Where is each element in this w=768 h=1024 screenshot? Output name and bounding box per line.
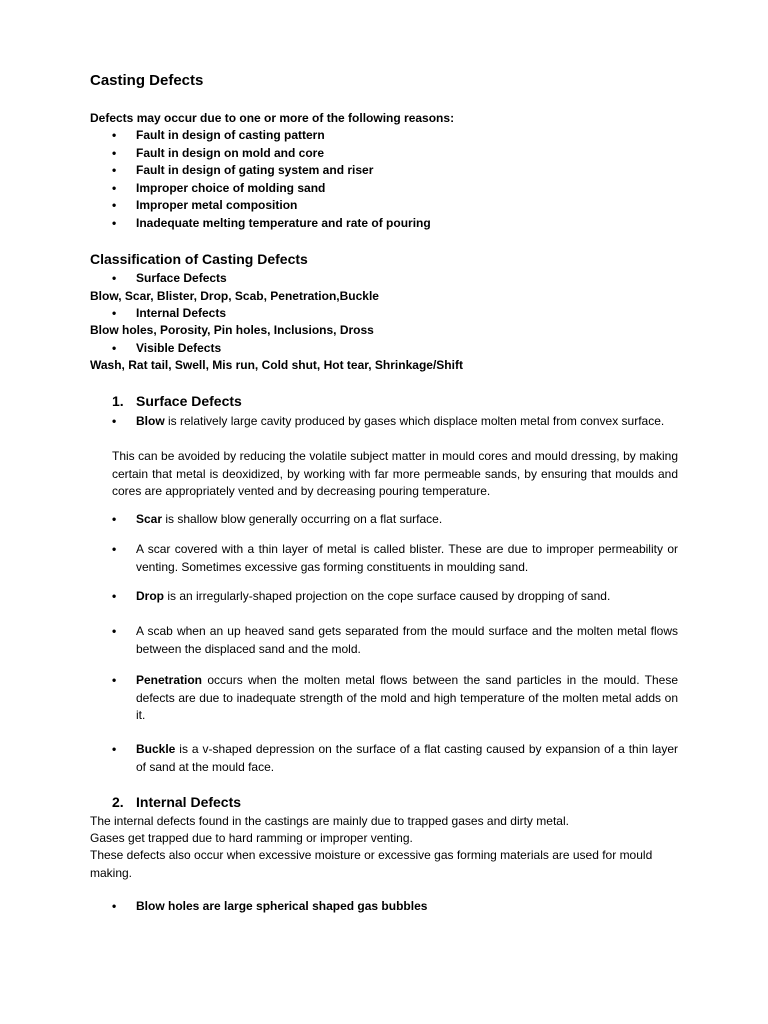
buckle-paragraph: [112, 741, 678, 776]
buckle-description: is a v-shaped depression on the surface of a flat casting caused by expansion of a thin layer of sand at the mould face.: [136, 742, 678, 774]
term-penetration: Penetration: [136, 673, 203, 687]
list-item: • Improper choice of molding sand: [112, 180, 431, 198]
blister-description: A scar covered with a thin layer of metal is called blister. These are due to improper permeability or venting. Sometimes excessive gas forming constituents in moulding sand.: [136, 542, 678, 574]
section-title: Surface Defects: [136, 393, 242, 409]
section-heading-internal: [112, 794, 241, 810]
classification-heading: Classification of Casting Defects: [90, 251, 308, 267]
internal-line-1: The internal defects found in the castings are mainly due to trapped gases and dirty metal.: [90, 814, 569, 828]
surface-defects-label: • Surface Defects: [112, 271, 227, 285]
section-title: Internal Defects: [136, 794, 242, 810]
surface-defects-list: Blow, Scar, Blister, Drop, Scab, Penetration,Buckle: [90, 289, 379, 303]
scab-paragraph: [112, 623, 678, 658]
blister-paragraph: [112, 541, 678, 576]
intro-text: Defects may occur due to one or more of the following reasons:: [90, 111, 455, 125]
term-drop: Drop: [136, 589, 164, 603]
visible-defects-label: • Visible Defects: [112, 341, 221, 355]
blow-description: is relatively large cavity produced by gases which displace molten metal from convex surface.: [164, 414, 665, 428]
section-number: 1.: [112, 393, 124, 409]
visible-defects-list: Wash, Rat tail, Swell, Mis run, Cold shut, Hot tear, Shrinkage/Shift: [90, 358, 463, 372]
penetration-paragraph: [112, 672, 678, 725]
list-item: • Fault in design of casting pattern: [112, 127, 431, 145]
drop-description: is an irregularly-shaped projection on the cope surface caused by dropping of sand.: [164, 589, 611, 603]
blowholes-paragraph: [112, 898, 678, 916]
list-item: • Fault in design of gating system and riser: [112, 162, 431, 180]
internal-line-3: These defects also occur when excessive moisture or excessive gas forming materials are used for mould making.: [90, 848, 653, 880]
blow-note: This can be avoided by reducing the volatile subject matter in mould cores and mould dressing, by making certain that metal is deoxidized, by working with far more permeable sands, by ensuring that moulds and cores are appropriately vented and by decreasing pouring temperature.: [112, 449, 678, 498]
scar-paragraph: [112, 511, 678, 529]
list-item: • Inadequate melting temperature and rate of pouring: [112, 215, 431, 233]
scar-description: is shallow blow generally occurring on a flat surface.: [162, 512, 443, 526]
internal-defects-list: Blow holes, Porosity, Pin holes, Inclusions, Dross: [90, 323, 374, 337]
internal-defects-label: • Internal Defects: [112, 306, 226, 320]
internal-line-2: Gases get trapped due to hard ramming or improper venting.: [90, 831, 413, 845]
penetration-description: occurs when the molten metal flows between the sand particles in the mould. These defects are due to inadequate strength of the mold and high temperature of the molten metal adds on it.: [136, 673, 678, 722]
scab-description: A scab when an up heaved sand gets separated from the mould surface and the molten metal flows between the displaced sand and the mold.: [136, 624, 678, 656]
page-title: Casting Defects: [90, 72, 204, 89]
blow-paragraph: [112, 413, 678, 431]
reasons-list: [112, 127, 431, 232]
drop-paragraph: [112, 588, 678, 606]
section-number: 2.: [112, 794, 124, 810]
term-scar: Scar: [136, 512, 163, 526]
term-buckle: Buckle: [136, 742, 176, 756]
list-item: • Improper metal composition: [112, 197, 431, 215]
list-item: • Fault in design on mold and core: [112, 145, 431, 163]
section-heading-surface: [112, 393, 242, 409]
term-blow: Blow: [136, 414, 165, 428]
blowholes-description: Blow holes are large spherical shaped gas bubbles: [136, 899, 428, 913]
